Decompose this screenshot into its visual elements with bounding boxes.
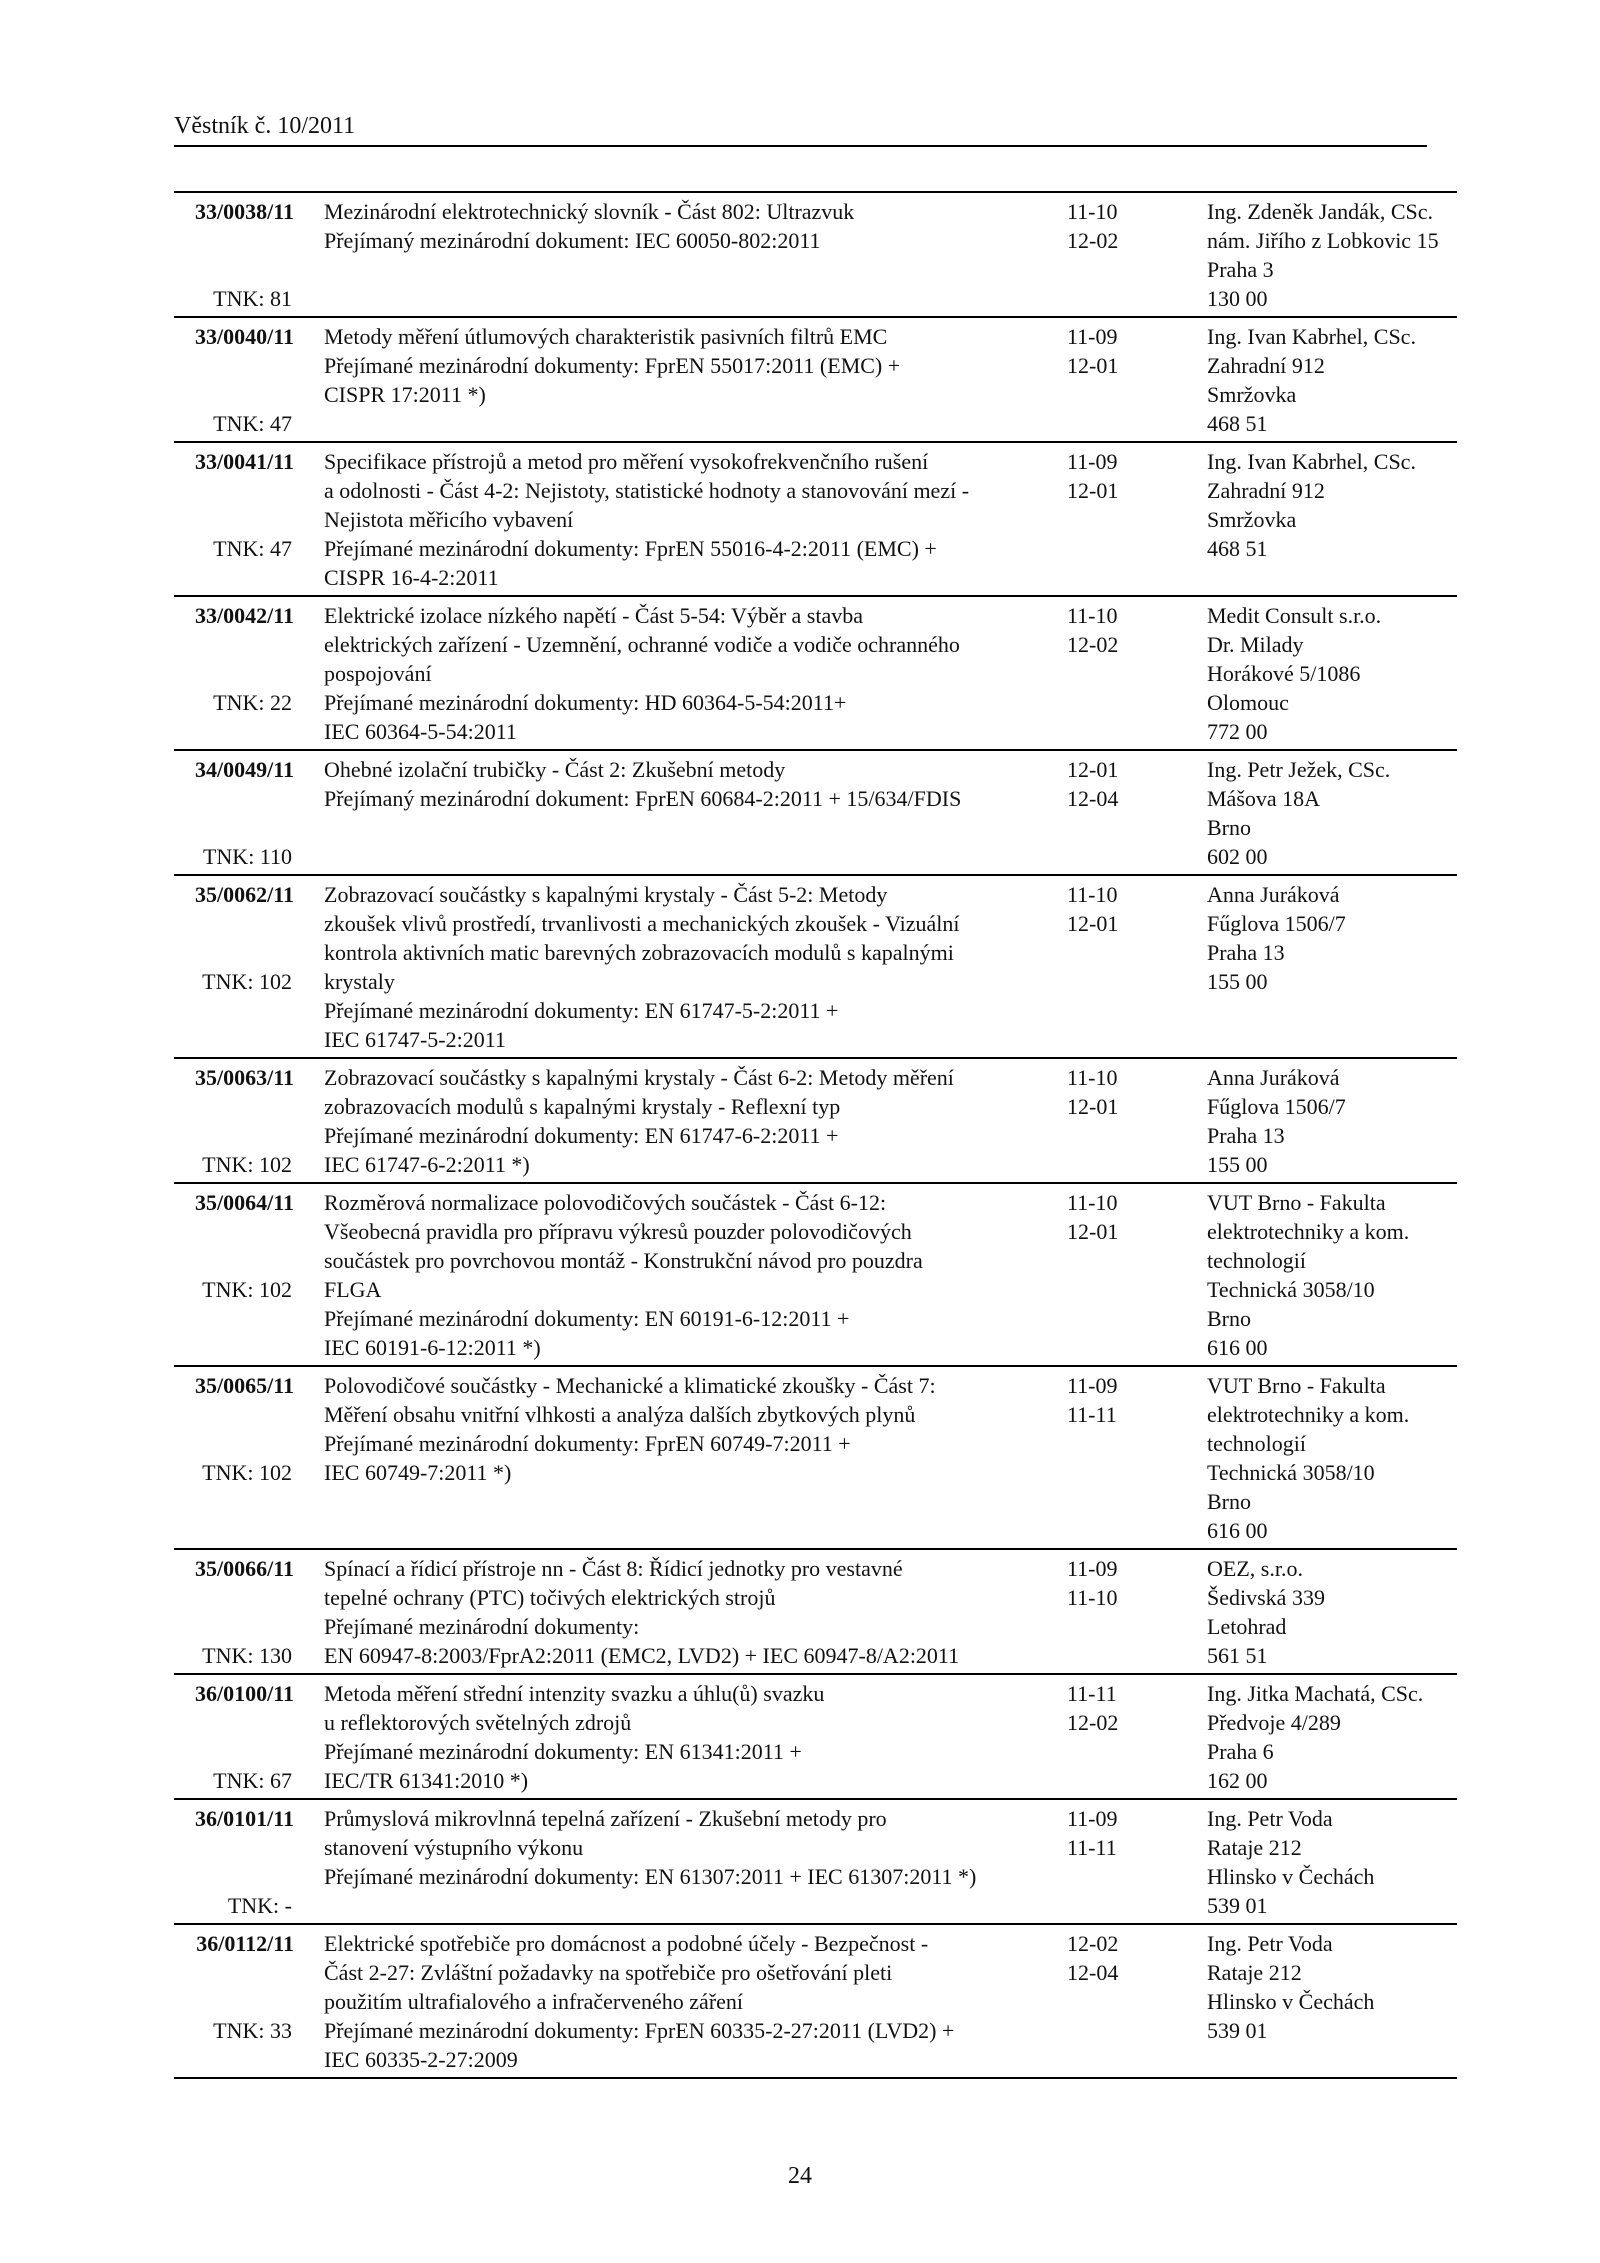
entry-start-date: 12-01 bbox=[1067, 757, 1119, 782]
entry-title-line: IEC 61747-5-2:2011 bbox=[324, 1027, 506, 1052]
entry-number: 33/0042/11 bbox=[194, 603, 294, 628]
entry-contact-line: Technická 3058/10 bbox=[1207, 1460, 1375, 1485]
entry-tnk: TNK: 81 bbox=[213, 286, 292, 311]
entry-dates-cell bbox=[1061, 317, 1185, 442]
entry-id-cell bbox=[174, 1674, 300, 1799]
table-row bbox=[174, 750, 1457, 875]
entry-number: 36/0101/11 bbox=[194, 1806, 294, 1831]
entry-contact-line: Olomouc bbox=[1207, 690, 1289, 715]
entry-title-line: EN 60947-8:2003/FprA2:2011 (EMC2, LVD2) + IEC 60947-8/A2:2011 bbox=[324, 1643, 960, 1668]
entry-title-line: FLGA bbox=[324, 1277, 382, 1302]
entry-start-date: 11-09 bbox=[1067, 1373, 1118, 1398]
entry-title-line: Mezinárodní elektrotechnický slovník - Část 802: Ultrazvuk bbox=[324, 199, 855, 224]
entry-contact-line: Brno bbox=[1207, 815, 1251, 840]
entry-title-line: IEC 60335-2-27:2009 bbox=[324, 2047, 518, 2072]
entry-title-line: Polovodičové součástky - Mechanické a klimatické zkoušky - Část 7: bbox=[324, 1373, 936, 1398]
entry-id-cell bbox=[174, 442, 300, 596]
entry-tnk: TNK: 47 bbox=[213, 536, 292, 561]
entry-title-line: Zobrazovací součástky s kapalnými krystaly - Část 5-2: Metody bbox=[324, 882, 888, 907]
entry-title-line: Spínací a řídicí přístroje nn - Část 8: Řídicí jednotky pro vestavné bbox=[324, 1556, 903, 1581]
entry-contact-line: Smržovka bbox=[1207, 507, 1297, 532]
entry-contact-line: Anna Juráková bbox=[1207, 882, 1340, 907]
entry-contact-line: Praha 13 bbox=[1207, 1123, 1285, 1148]
entry-contact-line: Zahradní 912 bbox=[1207, 353, 1325, 378]
table-row bbox=[174, 1549, 1457, 1674]
entry-title-cell bbox=[300, 1183, 1061, 1366]
entry-title-line: zobrazovacích modulů s kapalnými krystaly - Reflexní typ bbox=[324, 1094, 841, 1119]
entry-title-line: součástek pro povrchovou montáž - Konstrukční návod pro pouzdra bbox=[324, 1248, 923, 1273]
entry-contact-line: Šedivská 339 bbox=[1207, 1585, 1325, 1610]
entry-start-date: 11-09 bbox=[1067, 1806, 1118, 1831]
table-row bbox=[174, 1799, 1457, 1924]
entry-end-date: 11-11 bbox=[1067, 1835, 1117, 1860]
entry-title-line: CISPR 16-4-2:2011 bbox=[324, 565, 499, 590]
entry-title-line: Přejímané mezinárodní dokumenty: bbox=[324, 1614, 640, 1639]
entry-contact-cell bbox=[1185, 1366, 1457, 1549]
table-row bbox=[174, 317, 1457, 442]
entry-start-date: 11-09 bbox=[1067, 324, 1118, 349]
standards-table-body bbox=[174, 192, 1457, 2078]
entry-contact-line: Fűglova 1506/7 bbox=[1207, 911, 1346, 936]
entry-contact-line: 616 00 bbox=[1207, 1335, 1268, 1360]
entry-title-line: Rozměrová normalizace polovodičových součástek - Část 6-12: bbox=[324, 1190, 887, 1215]
entry-title-line: zkoušek vlivů prostředí, trvanlivosti a mechanických zkoušek - Vizuální bbox=[324, 911, 960, 936]
entry-contact-line: Předvoje 4/289 bbox=[1207, 1710, 1341, 1735]
entry-contact-cell bbox=[1185, 750, 1457, 875]
entry-title-line: Průmyslová mikrovlnná tepelná zařízení - Zkušební metody pro bbox=[324, 1806, 887, 1831]
entry-title-line: Přejímané mezinárodní dokumenty: HD 60364-5-54:2011+ bbox=[324, 690, 847, 715]
entry-tnk: TNK: 110 bbox=[202, 844, 292, 869]
entry-contact-line: 772 00 bbox=[1207, 719, 1268, 744]
entry-contact-line: Praha 3 bbox=[1207, 257, 1274, 282]
entry-id-cell bbox=[174, 1366, 300, 1549]
entry-contact-line: Anna Juráková bbox=[1207, 1065, 1340, 1090]
entry-title-cell bbox=[300, 1366, 1061, 1549]
entry-title-line: Přejímané mezinárodní dokumenty: EN 61341:2011 + bbox=[324, 1739, 802, 1764]
entry-contact-line: Ing. Petr Voda bbox=[1207, 1931, 1333, 1956]
entry-dates-cell bbox=[1061, 1183, 1185, 1366]
entry-title-line: Elektrické spotřebiče pro domácnost a podobné účely - Bezpečnost - bbox=[324, 1931, 929, 1956]
entry-title-cell bbox=[300, 875, 1061, 1058]
entry-start-date: 11-11 bbox=[1067, 1681, 1117, 1706]
entry-tnk: TNK: 102 bbox=[202, 1277, 292, 1302]
entry-dates-cell bbox=[1061, 1058, 1185, 1183]
entry-title-line: a odolnosti - Část 4-2: Nejistoty, statistické hodnoty a stanovování mezí - bbox=[324, 478, 970, 503]
entry-contact-line: elektrotechniky a kom. bbox=[1207, 1402, 1410, 1427]
entry-number: 35/0065/11 bbox=[194, 1373, 294, 1398]
entry-end-date: 12-04 bbox=[1067, 1960, 1119, 1985]
entry-contact-line: Praha 6 bbox=[1207, 1739, 1274, 1764]
entry-end-date: 12-01 bbox=[1067, 1219, 1119, 1244]
entry-number: 35/0066/11 bbox=[194, 1556, 294, 1581]
entry-title-line: Specifikace přístrojů a metod pro měření vysokofrekvenčního rušení bbox=[324, 449, 929, 474]
entry-tnk: TNK: 33 bbox=[213, 2018, 292, 2043]
entry-title-line: Přejímané mezinárodní dokumenty: FprEN 60335-2-27:2011 (LVD2) + bbox=[324, 2018, 955, 2043]
entry-number: 33/0038/11 bbox=[194, 199, 294, 224]
entry-number: 33/0041/11 bbox=[194, 449, 294, 474]
entry-contact-line: Zahradní 912 bbox=[1207, 478, 1325, 503]
entry-tnk: TNK: 130 bbox=[202, 1643, 292, 1668]
entry-tnk: TNK: 22 bbox=[213, 690, 292, 715]
entry-dates-cell bbox=[1061, 1366, 1185, 1549]
entry-end-date: 12-02 bbox=[1067, 632, 1119, 657]
page-number: 24 bbox=[788, 2163, 812, 2189]
entry-id-cell bbox=[174, 1058, 300, 1183]
entry-contact-cell bbox=[1185, 1183, 1457, 1366]
entry-start-date: 11-10 bbox=[1067, 199, 1118, 224]
entry-contact-line: Hlinsko v Čechách bbox=[1207, 1864, 1375, 1889]
entry-dates-cell bbox=[1061, 1924, 1185, 2078]
entry-title-line: Přejímaný mezinárodní dokument: IEC 60050-802:2011 bbox=[324, 228, 821, 253]
entry-number: 33/0040/11 bbox=[194, 324, 294, 349]
entry-title-line: Nejistota měřicího vybavení bbox=[324, 507, 574, 532]
entry-start-date: 12-02 bbox=[1067, 1931, 1119, 1956]
entry-title-line: Přejímané mezinárodní dokumenty: FprEN 55016-4-2:2011 (EMC) + bbox=[324, 536, 937, 561]
entry-title-line: Ohebné izolační trubičky - Část 2: Zkušební metody bbox=[324, 757, 786, 782]
entry-title-line: Přejímané mezinárodní dokumenty: EN 61307:2011 + IEC 61307:2011 *) bbox=[324, 1864, 977, 1889]
entry-number: 36/0100/11 bbox=[194, 1681, 294, 1706]
entry-end-date: 12-04 bbox=[1067, 786, 1119, 811]
entry-end-date: 11-10 bbox=[1067, 1585, 1118, 1610]
entry-title-line: Metody měření útlumových charakteristik pasivních filtrů EMC bbox=[324, 324, 888, 349]
entry-title-line: IEC/TR 61341:2010 *) bbox=[324, 1768, 529, 1793]
entry-id-cell bbox=[174, 317, 300, 442]
entry-tnk: TNK: 102 bbox=[202, 969, 292, 994]
entry-number: 35/0062/11 bbox=[194, 882, 294, 907]
table-row bbox=[174, 596, 1457, 750]
entry-title-line: IEC 60749-7:2011 *) bbox=[324, 1460, 512, 1485]
entry-title-line: krystaly bbox=[324, 969, 395, 994]
entry-title-line: CISPR 17:2011 *) bbox=[324, 382, 486, 407]
entry-title-cell bbox=[300, 1799, 1061, 1924]
entry-contact-line: Letohrad bbox=[1207, 1614, 1287, 1639]
entry-contact-line: OEZ, s.r.o. bbox=[1207, 1556, 1303, 1581]
entry-contact-line: Smržovka bbox=[1207, 382, 1297, 407]
entry-id-cell bbox=[174, 1549, 300, 1674]
entry-end-date: 11-11 bbox=[1067, 1402, 1117, 1427]
entry-title-line: IEC 60191-6-12:2011 *) bbox=[324, 1335, 541, 1360]
entry-title-line: IEC 60364-5-54:2011 bbox=[324, 719, 517, 744]
entry-number: 35/0063/11 bbox=[194, 1065, 294, 1090]
entry-end-date: 12-01 bbox=[1067, 911, 1119, 936]
entry-title-cell bbox=[300, 442, 1061, 596]
entry-contact-line: nám. Jiřího z Lobkovic 15 bbox=[1207, 228, 1439, 253]
entry-contact-cell bbox=[1185, 596, 1457, 750]
entry-dates-cell bbox=[1061, 596, 1185, 750]
table-row bbox=[174, 1366, 1457, 1549]
entry-title-line: stanovení výstupního výkonu bbox=[324, 1835, 584, 1860]
entry-title-line: tepelné ochrany (PTC) točivých elektrických strojů bbox=[324, 1585, 776, 1610]
entry-title-line: Metoda měření střední intenzity svazku a úhlu(ů) svazku bbox=[324, 1681, 825, 1706]
entry-id-cell bbox=[174, 875, 300, 1058]
entry-contact-line: 155 00 bbox=[1207, 1152, 1268, 1177]
entry-title-cell bbox=[300, 192, 1061, 317]
entry-contact-line: Rataje 212 bbox=[1207, 1960, 1302, 1985]
entry-title-cell bbox=[300, 317, 1061, 442]
entry-contact-line: Ing. Petr Ježek, CSc. bbox=[1207, 757, 1391, 782]
entry-title-cell bbox=[300, 1924, 1061, 2078]
standards-table bbox=[174, 191, 1457, 2079]
entry-contact-line: Praha 13 bbox=[1207, 940, 1285, 965]
entry-contact-line: elektrotechniky a kom. bbox=[1207, 1219, 1410, 1244]
entry-contact-line: 539 01 bbox=[1207, 2018, 1268, 2043]
entry-contact-line: Ing. Jitka Machatá, CSc. bbox=[1207, 1681, 1424, 1706]
entry-title-line: kontrola aktivních matic barevných zobrazovacích modulů s kapalnými bbox=[324, 940, 954, 965]
entry-dates-cell bbox=[1061, 442, 1185, 596]
entry-contact-cell bbox=[1185, 1799, 1457, 1924]
entry-contact-line: 130 00 bbox=[1207, 286, 1268, 311]
entry-title-cell bbox=[300, 750, 1061, 875]
entry-tnk: TNK: 67 bbox=[213, 1768, 292, 1793]
table-row bbox=[174, 442, 1457, 596]
entry-end-date: 12-02 bbox=[1067, 228, 1119, 253]
entry-end-date: 12-02 bbox=[1067, 1710, 1119, 1735]
entry-contact-line: Hlinsko v Čechách bbox=[1207, 1989, 1375, 2014]
entry-tnk: TNK: - bbox=[227, 1893, 292, 1918]
entry-dates-cell bbox=[1061, 1799, 1185, 1924]
entry-contact-cell bbox=[1185, 1549, 1457, 1674]
entry-end-date: 12-01 bbox=[1067, 478, 1119, 503]
entry-end-date: 12-01 bbox=[1067, 1094, 1119, 1119]
entry-title-line: Přejímaný mezinárodní dokument: FprEN 60684-2:2011 + 15/634/FDIS bbox=[324, 786, 962, 811]
entry-dates-cell bbox=[1061, 1674, 1185, 1799]
entry-id-cell bbox=[174, 1799, 300, 1924]
entry-dates-cell bbox=[1061, 750, 1185, 875]
entry-contact-line: Horákové 5/1086 bbox=[1207, 661, 1361, 686]
header-rule bbox=[174, 145, 1427, 147]
entry-title-line: elektrických zařízení - Uzemnění, ochranné vodiče a vodiče ochranného bbox=[324, 632, 960, 657]
entry-contact-line: Ing. Ivan Kabrhel, CSc. bbox=[1207, 324, 1416, 349]
entry-start-date: 11-10 bbox=[1067, 603, 1118, 628]
entry-contact-line: 468 51 bbox=[1207, 411, 1268, 436]
entry-title-line: Přejímané mezinárodní dokumenty: FprEN 55017:2011 (EMC) + bbox=[324, 353, 901, 378]
entry-contact-line: 162 00 bbox=[1207, 1768, 1268, 1793]
entry-contact-line: technologií bbox=[1207, 1431, 1306, 1456]
entry-dates-cell bbox=[1061, 875, 1185, 1058]
entry-title-cell bbox=[300, 1549, 1061, 1674]
entry-contact-line: Ing. Petr Voda bbox=[1207, 1806, 1333, 1831]
entry-start-date: 11-10 bbox=[1067, 1065, 1118, 1090]
entry-start-date: 11-09 bbox=[1067, 449, 1118, 474]
entry-contact-cell bbox=[1185, 1058, 1457, 1183]
entry-title-line: Měření obsahu vnitřní vlhkosti a analýza dalších zbytkových plynů bbox=[324, 1402, 916, 1427]
entry-contact-line: technologií bbox=[1207, 1248, 1306, 1273]
entry-title-line: Všeobecná pravidla pro přípravu výkresů pouzder polovodičových bbox=[324, 1219, 912, 1244]
entry-contact-line: VUT Brno - Fakulta bbox=[1207, 1373, 1386, 1398]
entry-tnk: TNK: 47 bbox=[213, 411, 292, 436]
entry-contact-line: Fűglova 1506/7 bbox=[1207, 1094, 1346, 1119]
entry-title-line: Zobrazovací součástky s kapalnými krystaly - Část 6-2: Metody měření bbox=[324, 1065, 954, 1090]
entry-id-cell bbox=[174, 192, 300, 317]
entry-contact-line: VUT Brno - Fakulta bbox=[1207, 1190, 1386, 1215]
entry-start-date: 11-10 bbox=[1067, 882, 1118, 907]
entry-dates-cell bbox=[1061, 1549, 1185, 1674]
entry-contact-line: 155 00 bbox=[1207, 969, 1268, 994]
table-row bbox=[174, 1674, 1457, 1799]
entry-contact-line: Mášova 18A bbox=[1207, 786, 1321, 811]
page-header-title: Věstník č. 10/2011 bbox=[174, 113, 356, 139]
table-row bbox=[174, 875, 1457, 1058]
entry-title-cell bbox=[300, 1674, 1061, 1799]
entry-title-line: Přejímané mezinárodní dokumenty: EN 61747-5-2:2011 + bbox=[324, 998, 839, 1023]
entry-title-line: Část 2-27: Zvláštní požadavky na spotřebiče pro ošetřování pleti bbox=[324, 1960, 893, 1985]
entry-title-line: u reflektorových světelných zdrojů bbox=[324, 1710, 632, 1735]
entry-start-date: 11-10 bbox=[1067, 1190, 1118, 1215]
entry-title-cell bbox=[300, 596, 1061, 750]
entry-title-line: použitím ultrafialového a infračerveného záření bbox=[324, 1989, 744, 2014]
entry-title-line: pospojování bbox=[324, 661, 432, 686]
entry-contact-line: 616 00 bbox=[1207, 1518, 1268, 1543]
table-row bbox=[174, 1183, 1457, 1366]
entry-contact-cell bbox=[1185, 875, 1457, 1058]
entry-contact-line: Ing. Ivan Kabrhel, CSc. bbox=[1207, 449, 1416, 474]
entry-id-cell bbox=[174, 1924, 300, 2078]
entry-number: 34/0049/11 bbox=[194, 757, 294, 782]
entry-contact-line: Medit Consult s.r.o. bbox=[1207, 603, 1382, 628]
entry-tnk: TNK: 102 bbox=[202, 1460, 292, 1485]
entry-contact-line: Brno bbox=[1207, 1489, 1251, 1514]
entry-number: 35/0064/11 bbox=[194, 1190, 294, 1215]
entry-start-date: 11-09 bbox=[1067, 1556, 1118, 1581]
entry-contact-cell bbox=[1185, 192, 1457, 317]
entry-number: 36/0112/11 bbox=[196, 1931, 294, 1956]
table-row bbox=[174, 1924, 1457, 2078]
entry-dates-cell bbox=[1061, 192, 1185, 317]
entry-id-cell bbox=[174, 596, 300, 750]
entry-contact-line: 561 51 bbox=[1207, 1643, 1268, 1668]
entry-contact-line: 539 01 bbox=[1207, 1893, 1268, 1918]
entry-tnk: TNK: 102 bbox=[202, 1152, 292, 1177]
standards-table-container bbox=[174, 191, 1439, 2079]
entry-contact-line: 468 51 bbox=[1207, 536, 1268, 561]
entry-title-cell bbox=[300, 1058, 1061, 1183]
entry-contact-line: Rataje 212 bbox=[1207, 1835, 1302, 1860]
entry-id-cell bbox=[174, 750, 300, 875]
entry-id-cell bbox=[174, 1183, 300, 1366]
table-row bbox=[174, 1058, 1457, 1183]
entry-title-line: Přejímané mezinárodní dokumenty: FprEN 60749-7:2011 + bbox=[324, 1431, 851, 1456]
entry-title-line: Přejímané mezinárodní dokumenty: EN 60191-6-12:2011 + bbox=[324, 1306, 850, 1331]
table-row bbox=[174, 192, 1457, 317]
entry-contact-line: Brno bbox=[1207, 1306, 1251, 1331]
entry-end-date: 12-01 bbox=[1067, 353, 1119, 378]
entry-contact-cell bbox=[1185, 1674, 1457, 1799]
entry-contact-line: Ing. Zdeněk Jandák, CSc. bbox=[1207, 199, 1434, 224]
entry-contact-cell bbox=[1185, 1924, 1457, 2078]
entry-title-line: IEC 61747-6-2:2011 *) bbox=[324, 1152, 530, 1177]
entry-title-line: Přejímané mezinárodní dokumenty: EN 61747-6-2:2011 + bbox=[324, 1123, 839, 1148]
entry-title-line: Elektrické izolace nízkého napětí - Část 5-54: Výběr a stavba bbox=[324, 603, 863, 628]
entry-contact-cell bbox=[1185, 317, 1457, 442]
entry-contact-line: Dr. Milady bbox=[1207, 632, 1304, 657]
entry-contact-line: 602 00 bbox=[1207, 844, 1268, 869]
entry-contact-line: Technická 3058/10 bbox=[1207, 1277, 1375, 1302]
entry-contact-cell bbox=[1185, 442, 1457, 596]
